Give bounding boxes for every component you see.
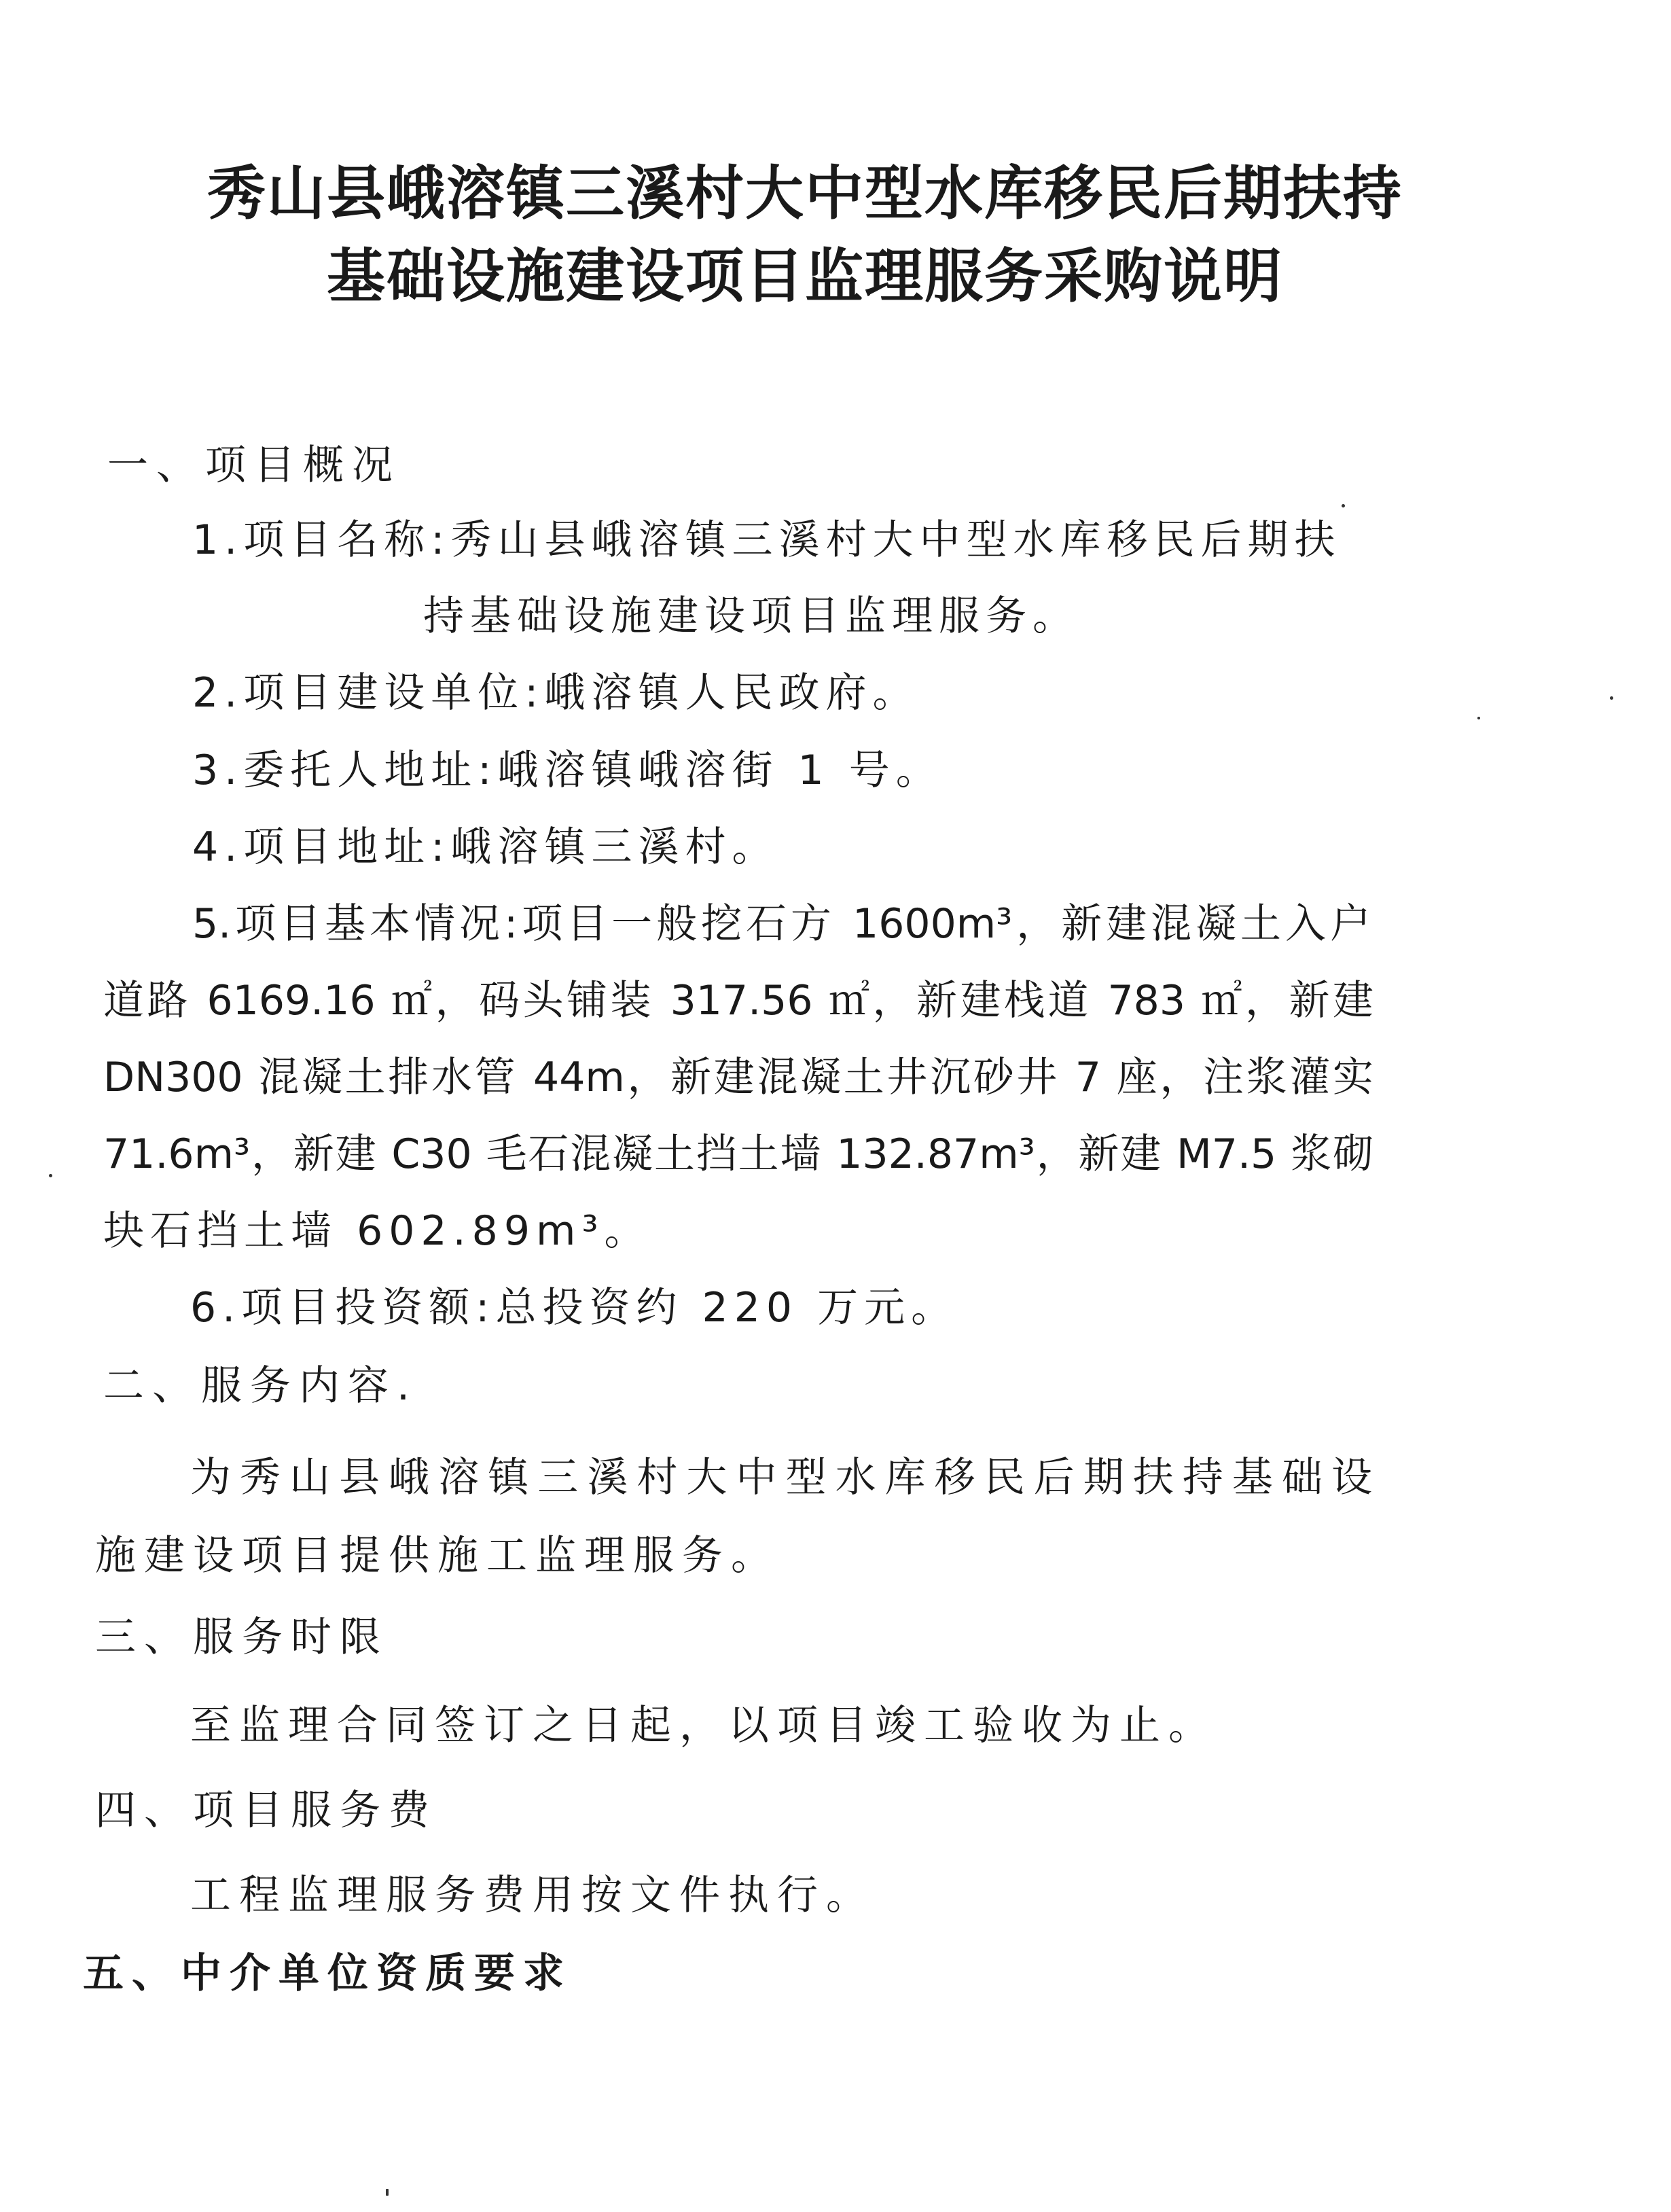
section-1-heading: 一、项目概况 [107,442,401,489]
item-6: 6.项目投资额:总投资约 220 万元。 [190,1284,958,1332]
scan-speck [1342,504,1345,507]
document-title-line-1: 秀山县峨溶镇三溪村大中型水库移民后期扶持 [207,159,1403,228]
section-2-heading: 二、服务内容. [103,1362,418,1410]
item-4: 4.项目地址:峨溶镇三溪村。 [192,823,779,871]
item-5-line-5: 块石挡土墙 602.89m³。 [103,1207,651,1255]
section-5-heading: 五、中介单位资质要求 [83,1950,572,1997]
document-title-line-2: 基础设施建设项目监理服务采购说明 [327,242,1283,310]
section-4-body: 工程监理服务费用按文件执行。 [190,1872,875,1919]
item-1-line-1: 1.项目名称:秀山县峨溶镇三溪村大中型水库移民后期扶 [192,516,1342,564]
section-3-body: 至监理合同签订之日起，以项目竣工验收为止。 [190,1702,1217,1749]
item-5-line-3: DN300 混凝土排水管 44m，新建混凝土井沉砂井 7 座，注浆灌实 [103,1054,1373,1101]
scan-speck [1477,717,1480,719]
item-5-line-4: 71.6m³，新建 C30 毛石混凝土挡土墙 132.87m³，新建 M7.5 浆砌 [103,1130,1373,1178]
section-3-heading: 三、服务时限 [95,1613,389,1661]
scan-speck [386,2189,389,2196]
item-5-line-1: 5.项目基本情况:项目一般挖石方 1600m³，新建混凝土入户 [192,900,1371,948]
item-3: 3.委托人地址:峨溶镇峨溶街 1 号。 [192,747,943,794]
section-2-body-line-2: 施建设项目提供施工监理服务。 [95,1532,780,1580]
scan-speck [49,1174,52,1177]
item-1-line-2: 持基础设施建设项目监理服务。 [423,592,1079,640]
scan-speck [1610,696,1613,700]
section-4-heading: 四、项目服务费 [95,1787,437,1834]
item-2: 2.项目建设单位:峨溶镇人民政府。 [192,669,920,717]
item-5-line-2: 道路 6169.16 ㎡，码头铺装 317.56 ㎡，新建栈道 783 ㎡，新建 [103,977,1373,1024]
section-2-body-line-1: 为秀山县峨溶镇三溪村大中型水库移民后期扶持基础设 [190,1454,1372,1501]
